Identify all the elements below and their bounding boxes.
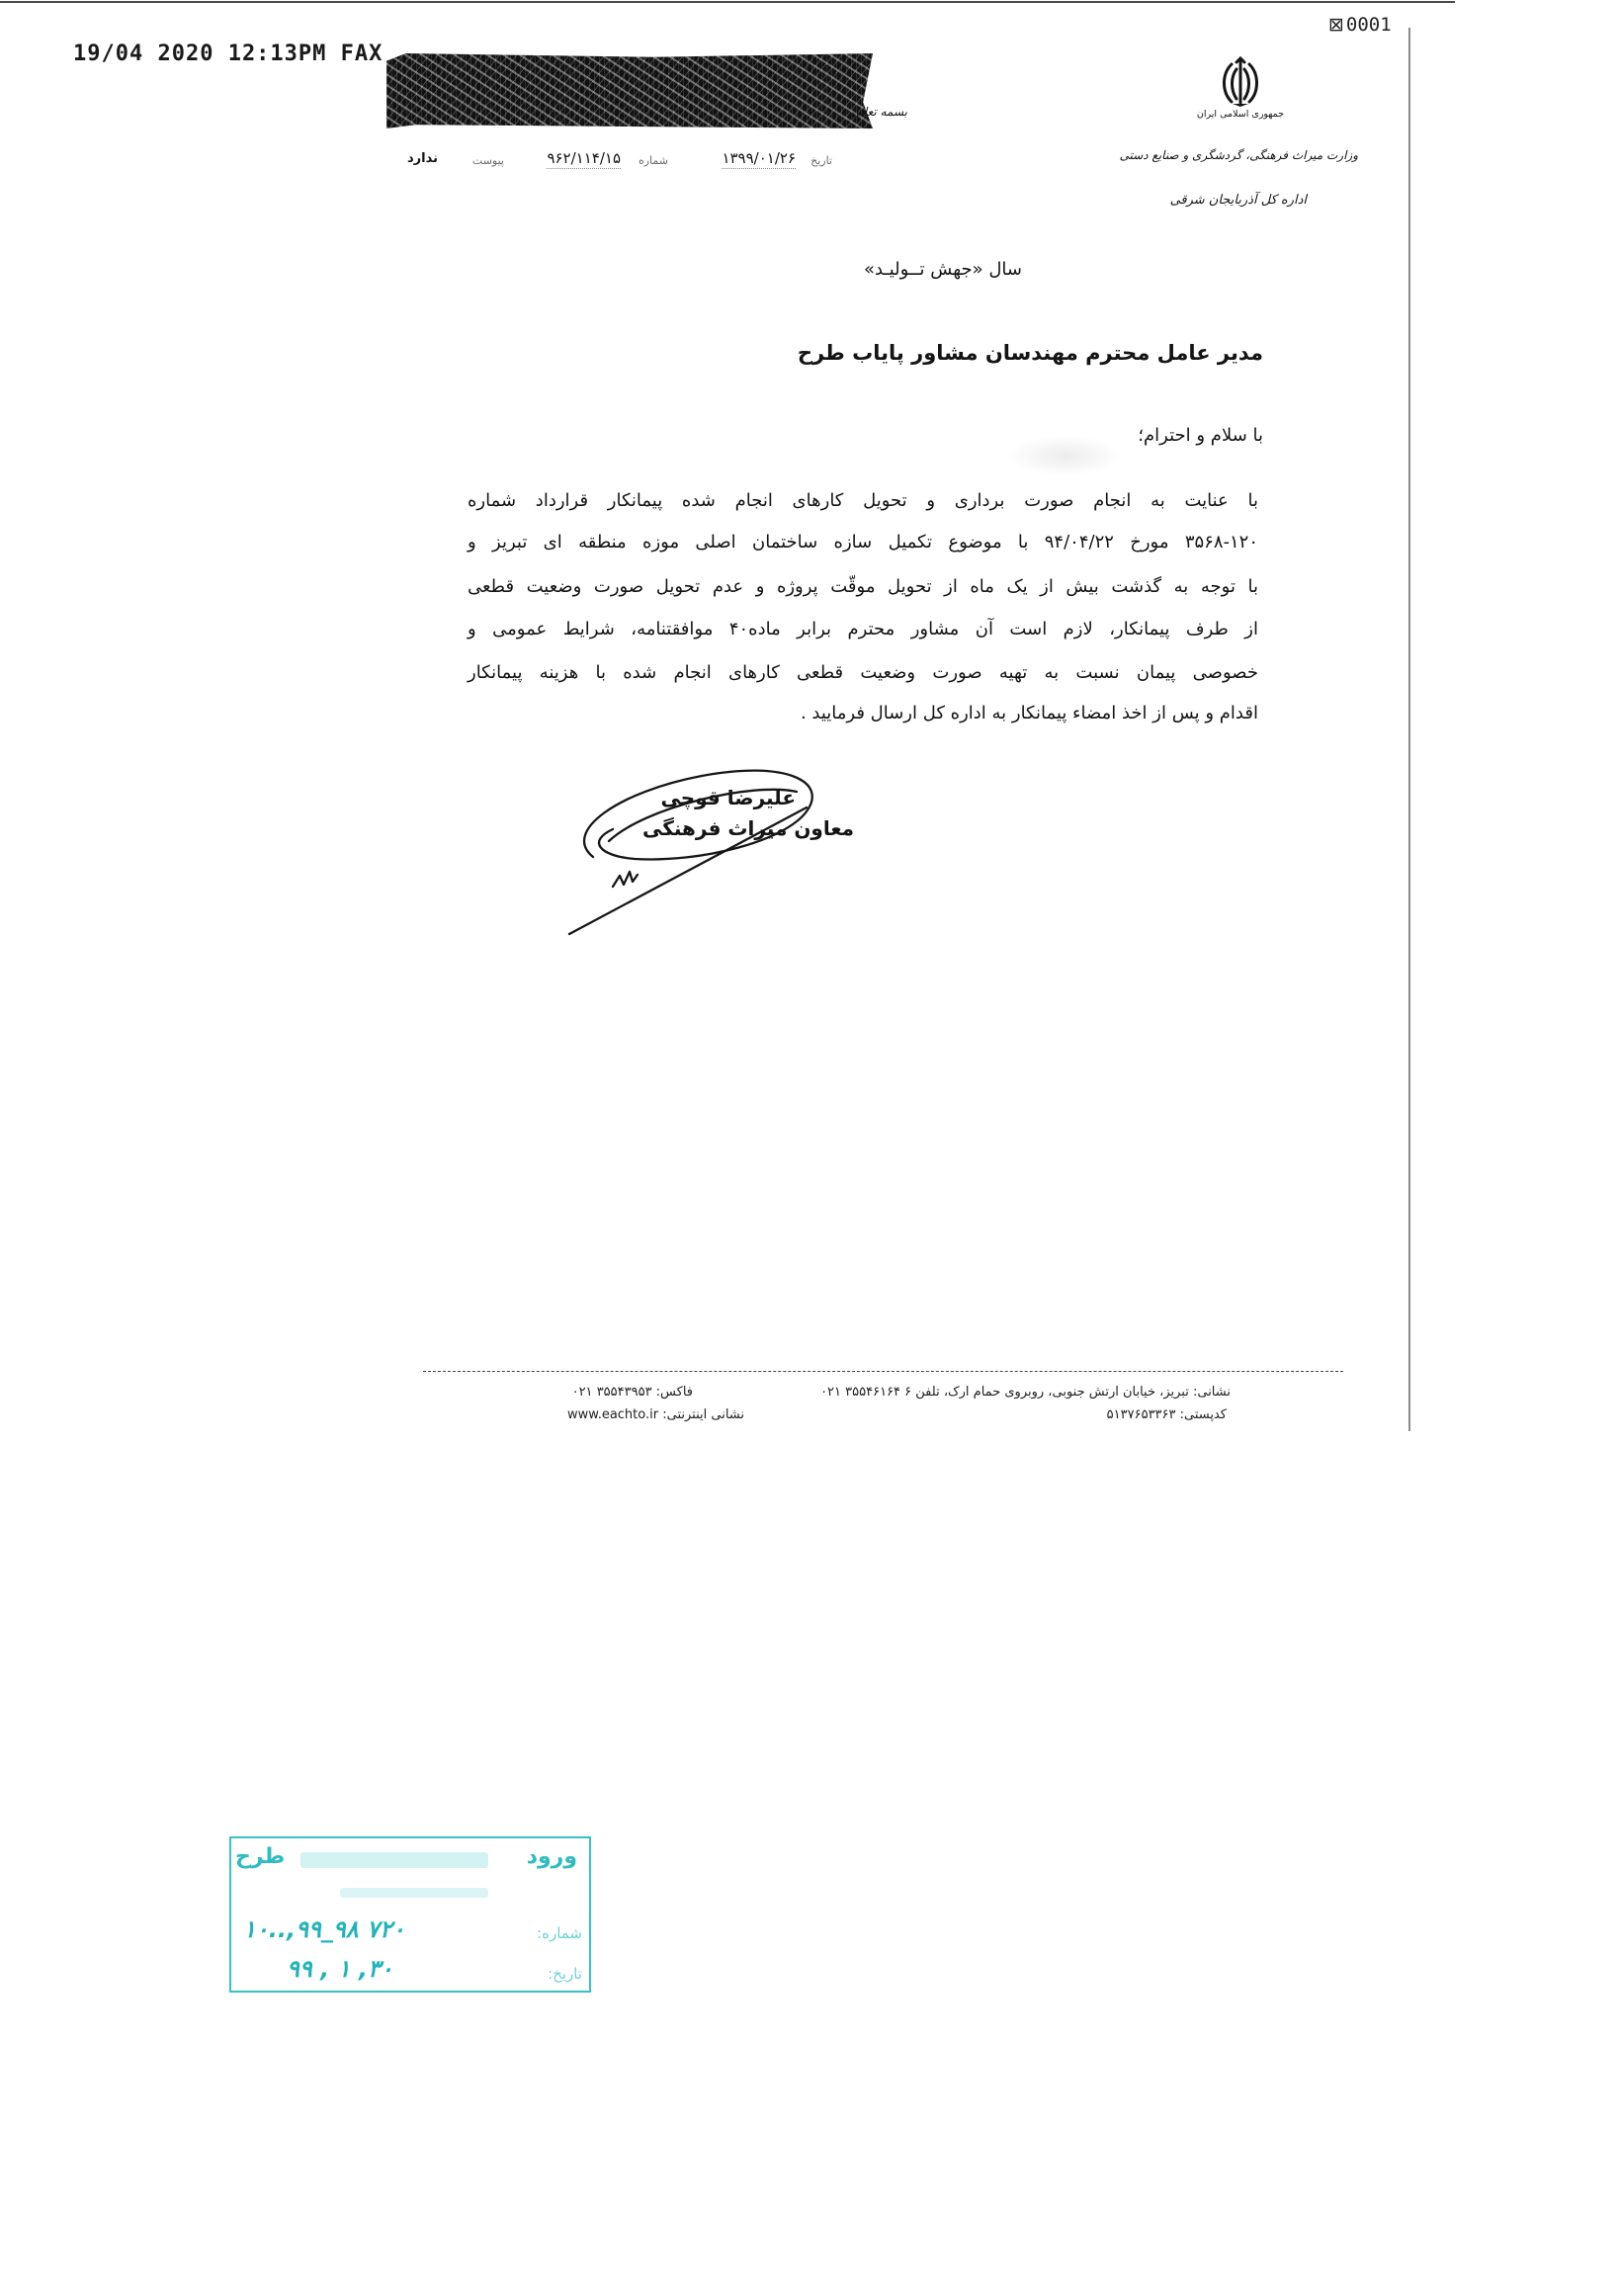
body-line: از طرف پیمانکار، لازم است آن مشاور محترم برابر ماده۴۰ موافقتنامه، شرایط عمومی و [468,619,1258,639]
ministry-name: وزارت میراث فرهنگی، گردشگری و صنایع دستی [1119,148,1358,162]
iran-emblem-icon [1218,56,1263,108]
fax-timestamp: 19/04 2020 12:13PM FAX [73,42,383,66]
fax-top-rule [0,1,1455,3]
signature-loop [584,771,812,860]
faint-stamp-mark [1008,435,1122,476]
stamp-number-label: شماره: [537,1924,582,1942]
bismillah-text: بسمه تعالی [850,105,907,119]
footer-postal-code: کدپستی: ۵۱۳۷۶۵۳۳۶۳ [1106,1407,1227,1422]
number-label: شماره [638,154,668,167]
body-line: با توجه به گذشت بیش از یک ماه از تحویل موقّت پروژه و عدم تحویل صورت وضعیت قطعی [468,576,1258,597]
letter-number: ۹۶۲/۱۱۴/۱۵ [547,149,621,167]
year-motto: سال «جهش تــولیـد» [864,259,1022,280]
body-line: اقدام و پس از اخذ امضاء پیمانکار به اداره کل ارسال فرمایید . [800,703,1258,723]
stamp-faded-text [300,1852,488,1868]
letter-date: ۱۳۹۹/۰۱/۲۶ [722,149,796,167]
stamp-date-label: تاریخ: [548,1965,582,1983]
signatory-name: علیرضا قوچی [660,786,796,809]
attachment-value: ندارد [406,151,438,166]
stamp-heading-left: طرح [235,1844,286,1869]
date-label: تاریخ [810,154,832,167]
body-line: ۳۵۶۸-۱۲۰ مورخ ۹۴/۰۴/۲۲ با موضوع تکمیل سازه ساختمان اصلی موزه منطقه ای تبریز و [468,532,1258,553]
recipient-heading: مدیر عامل محترم مهندسان مشاور پایاب طرح [797,341,1263,365]
office-name: اداره کل آذربایجان شرقی [1169,193,1307,208]
greeting: با سلام و احترام؛ [1138,425,1263,446]
page-edge-line [1408,28,1410,1431]
footer-address-phone: نشانی: تبریز، خیابان ارتش جنوبی، روبروی حمام ارک، تلفن ۶ ۳۵۵۴۶۱۶۴ ۰۲۱ [820,1385,1231,1400]
receipt-stamp [229,1836,591,1993]
signature-scribble [613,872,638,887]
handwritten-signature [554,736,840,949]
stamp-faded-line [340,1888,488,1898]
fax-page-number [1328,14,1392,36]
republic-text: جمهوری اسلامی ایران [1196,109,1285,120]
footer-website: نشانی اینترنتی: www.eachto.ir [566,1407,744,1422]
stamp-date-value: ۹۹ , ۱ ,۳۰ [287,1955,393,1983]
body-line: با عنایت به انجام صورت برداری و تحویل کارهای انجام شده پیمانکار قرارداد شماره [468,490,1258,511]
page-number-text: 0001 [1345,14,1392,36]
redacted-block [386,53,873,128]
signature-inner-stroke [609,790,797,841]
attachment-label: پیوست [471,154,504,167]
footer-divider [423,1371,1343,1372]
signatory-title: معاون میراث فرهنگی [642,816,854,840]
signature-long-stroke [569,808,807,934]
boxed-x-icon: ⊠ [1328,14,1344,36]
body-line: خصوصی پیمان نسبت به تهیه صورت وضعیت قطعی کارهای انجام شده با هزینه پیمانکار [468,662,1258,683]
stamp-heading-right: ورود [526,1844,577,1869]
footer-fax: فاکس: ۳۵۵۴۳۹۵۳ ۰۲۱ [571,1385,693,1400]
stamp-number-value: ۱۰..,۹۹_۹۸ ۷۲۰ [243,1915,405,1943]
